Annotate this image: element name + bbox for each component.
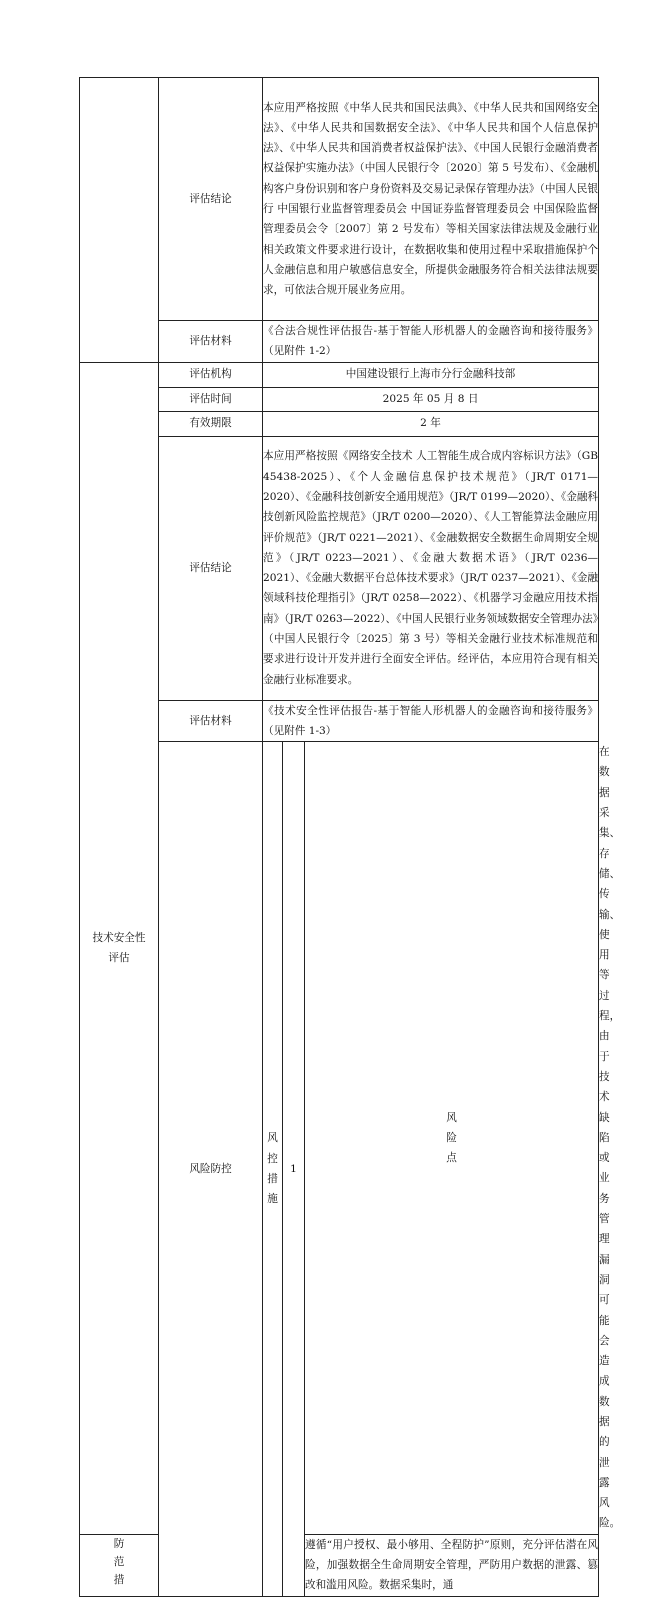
tech-validity-value: 2 年 — [263, 411, 599, 436]
risk-category-label: 风险防控 — [159, 742, 263, 1596]
legal-conclusion-label: 评估结论 — [159, 78, 263, 321]
tech-org-value: 中国建设银行上海市分行金融科技部 — [263, 362, 599, 387]
risk-item-number: 1 — [283, 742, 305, 1596]
legal-conclusion-text: 本应用严格按照《中华人民共和国民法典》、《中华人民共和国网络安全法》、《中华人民共和国数据安全法》、《中华人民共和国个人信息保护法》、《中华人民共和国消费者权益保护法》、《中国人民银行金融消费者权益保护实施办法》（中国人民银行令〔2020〕第 5 号发布）、《金融机构客户身份识别和客户身份资料及交易记录保存管理办法》（中国人民银行 中国银行业监督管理委员会 中国证券监督管理委员会 中国保险监督管理委员会令〔2007〕第 2 号发布）等相关国家法律法规及金融行业相关政策文件要求进行设计，在数据收集和使用过程中采取措施保护个人金融信息和用户敏感信息安全，所提供金融服务符合相关法律法规要求，可依法合规开展业务应用。 — [263, 78, 599, 321]
risk-measure-label: 风控措施 — [263, 742, 283, 1596]
tech-material-text: 《技术安全性评估报告-基于智能人形机器人的金融咨询和接待服务》（见附件 1-3） — [263, 700, 599, 742]
tech-org-row — [80, 362, 599, 387]
tech-conclusion-text: 本应用严格按照《网络安全技术 人工智能生成合成内容标识方法》（GB 45438-2025）、《个人金融信息保护技术规范》（JR/T 0171—2020）、《金融科技创新安全通用规范》（JR/T 0199—2020）、《金融科技创新风险监控规范》（JR/T 0200—2020）、《人工智能算法金融应用评价规范》（JR/T 0221—2021）、《金融数据安全数据生命周期安全规范》（JR/T 0223—2021）、《金融大数据术语》（JR/T 0236—2021）、《金融大数据平台总体技术要求》（JR/T 0237—2021）、《金融领域科技伦理指引》（JR/T 0258—2022）、《机器学习金融应用技术指南》（JR/T 0263—2022）、《中国人民银行业务领域数据安全管理办法》（中国人民银行令〔2025〕第 3 号）等相关金融行业技术标准规范和要求进行设计开发并进行全面安全评估。经评估，本应用符合现有相关金融行业标准要求。 — [263, 436, 599, 700]
prevent-tag-text: 防范措 — [113, 1537, 125, 1586]
assessment-table — [79, 77, 621, 1597]
legal-conclusion-row — [80, 78, 599, 321]
tech-category-text: 技术安全性评估 — [92, 931, 146, 965]
prevent-text: 遵循“用户授权、最小够用、全程防护”原则，充分评估潜在风险，加强数据全生命周期安全管理，严防用户数据的泄露、篡改和滥用风险。数据采集时，通 — [305, 1534, 599, 1596]
risk-point-tag — [305, 742, 599, 1535]
tech-conclusion-label: 评估结论 — [159, 436, 263, 700]
legal-material-text: 《合法合规性评估报告-基于智能人形机器人的金融咨询和接待服务》（见附件 1-2） — [263, 321, 599, 363]
prevent-tag — [80, 1534, 159, 1596]
tech-time-value: 2025 年 05 月 8 日 — [263, 387, 599, 411]
risk-prevent-row — [80, 1534, 599, 1596]
legal-material-label: 评估材料 — [159, 321, 263, 363]
legal-category-cell — [80, 78, 159, 363]
risk-point-tag-text: 风险点 — [446, 1111, 457, 1165]
tech-org-label: 评估机构 — [159, 362, 263, 387]
tech-time-label: 评估时间 — [159, 387, 263, 411]
tech-category-label — [80, 362, 159, 1534]
tech-validity-label: 有效期限 — [159, 411, 263, 436]
risk-point-row: 风险防控 风控措施 1 风险点 在数据采集、存储、传输、使用等过程，由于技术缺陷或业务管理漏洞可能会造成数据的泄露风险。 — [80, 742, 599, 1535]
tech-material-label: 评估材料 — [159, 700, 263, 742]
